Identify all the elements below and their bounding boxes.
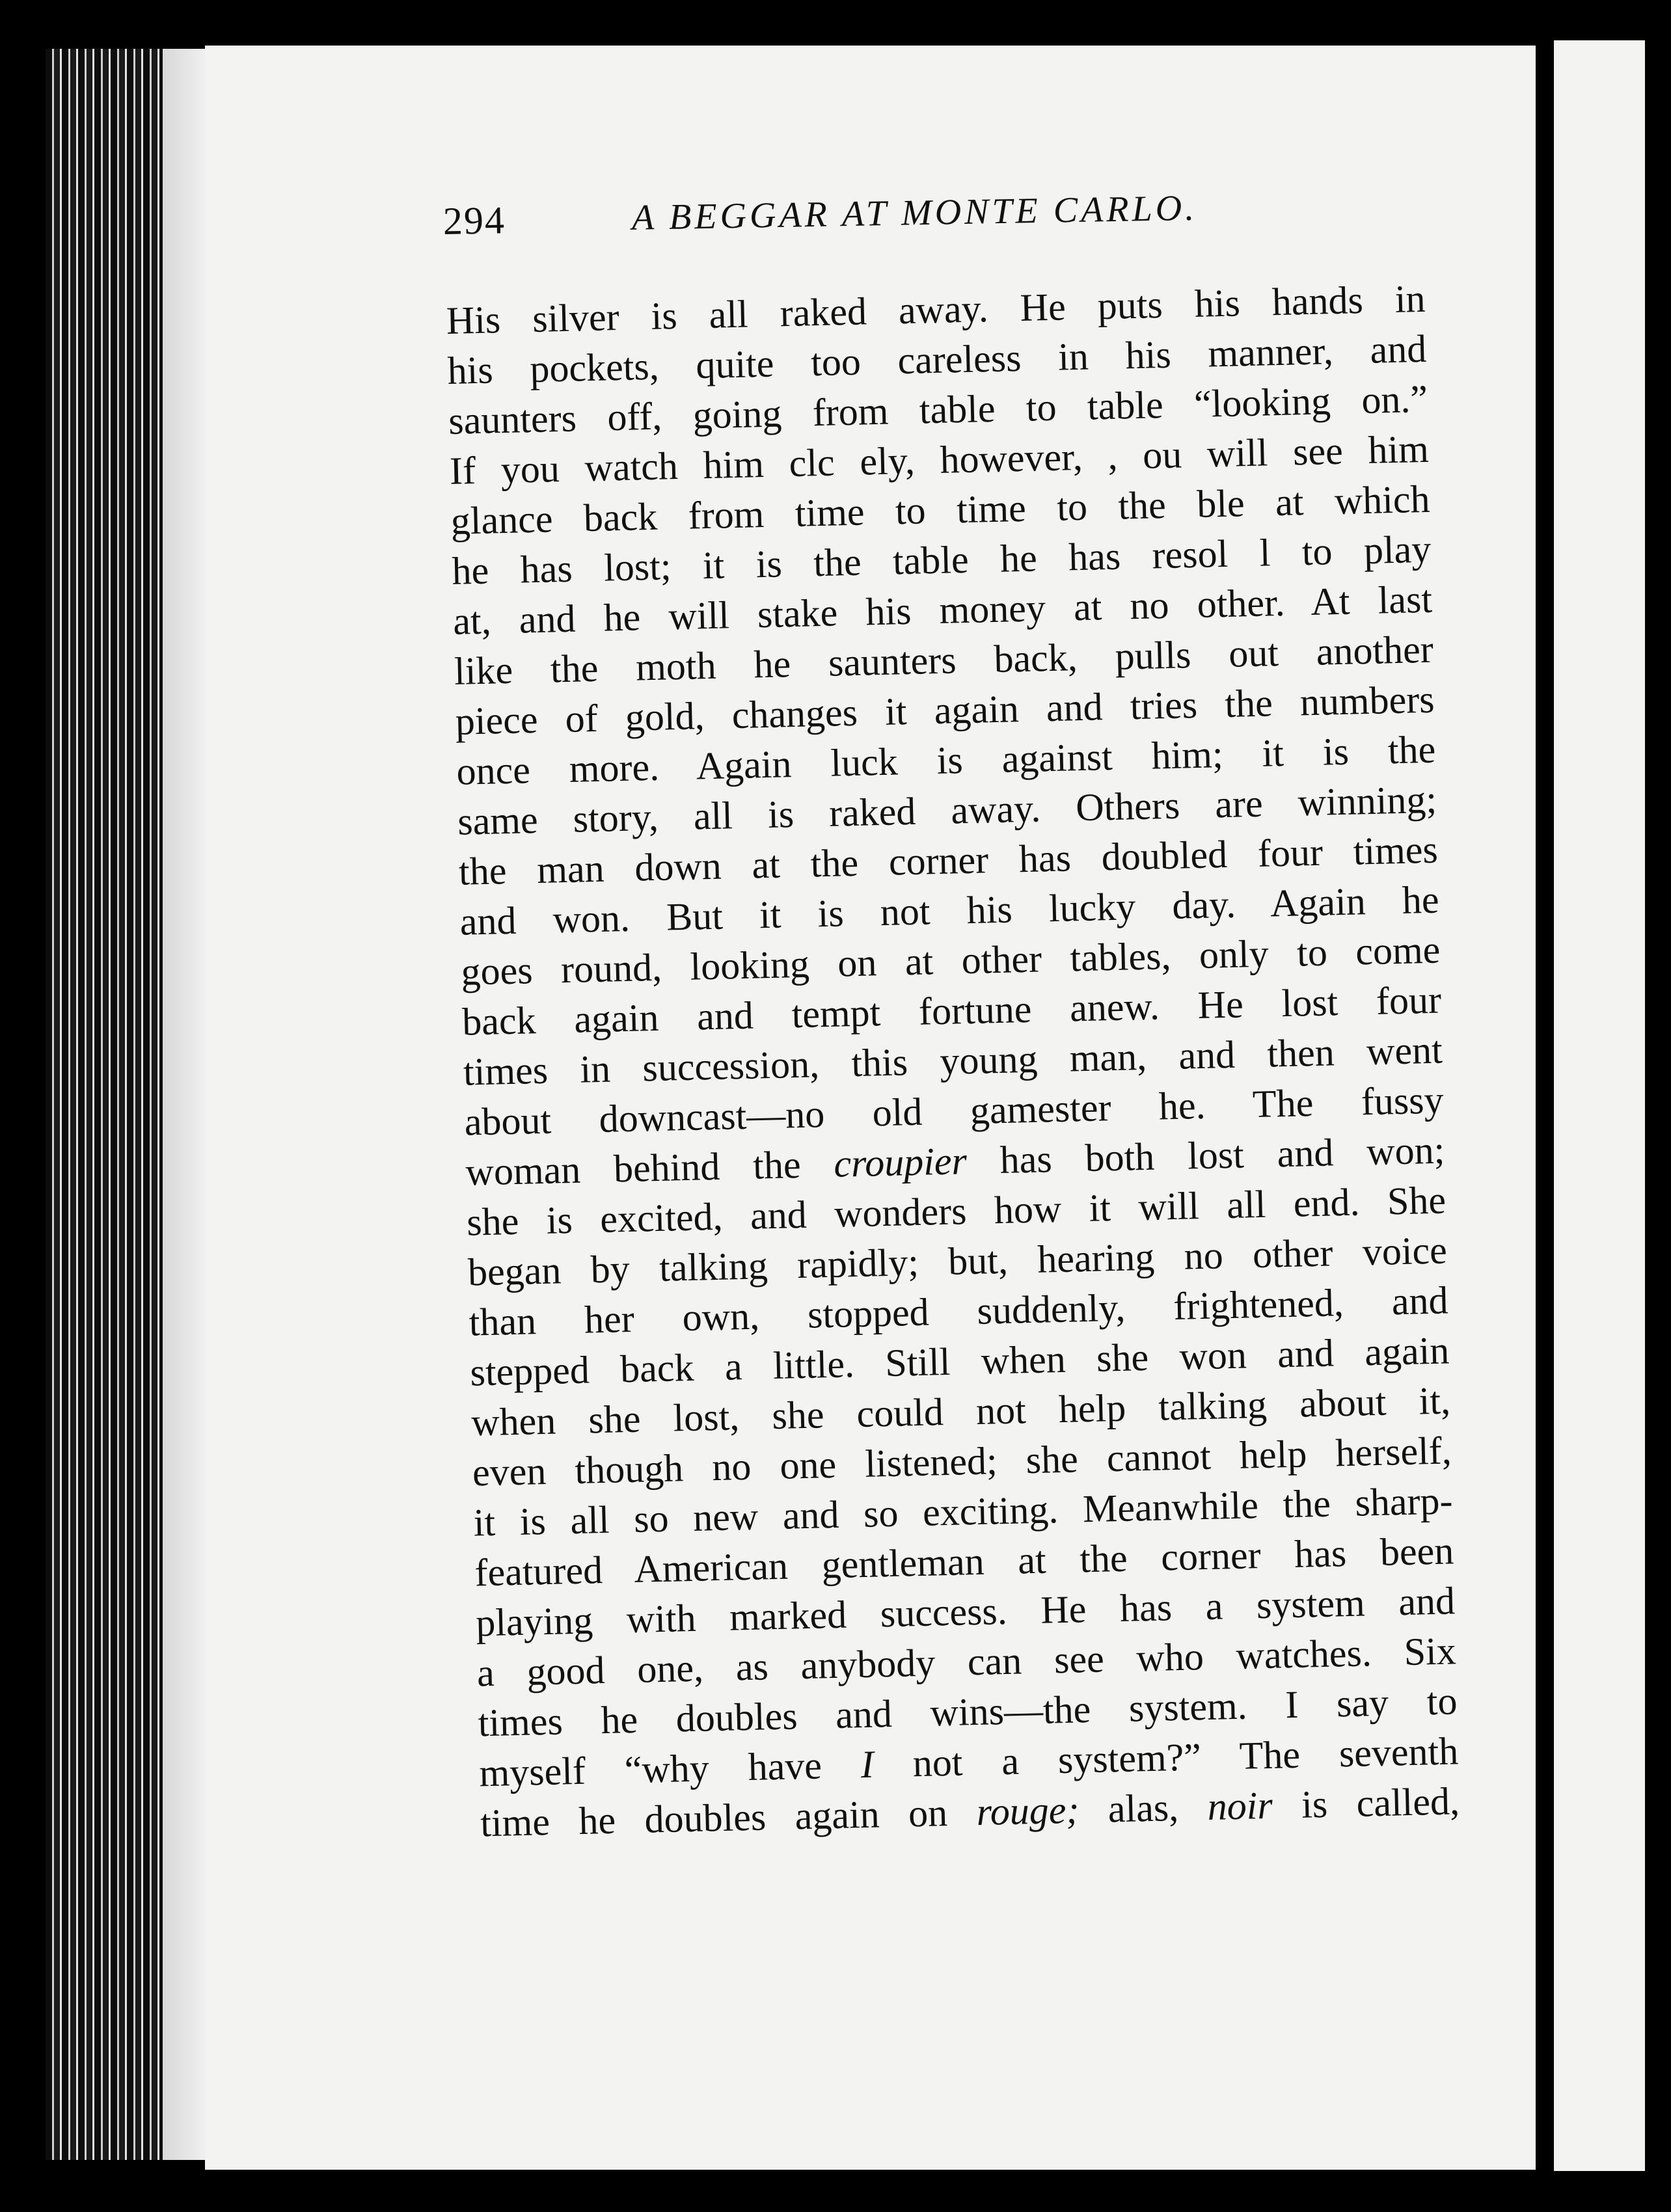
body-text [446, 274, 1460, 1849]
text-run: it is all so new and so exciting. Meanwhile the sharp- [473, 1479, 1454, 1544]
text-run: stepped back a little. Still when she won and again [469, 1329, 1450, 1394]
text-run: piece of gold, changes it again and tries the numbers [455, 677, 1435, 743]
text-run: times he doubles and wins—the system. I say to [478, 1679, 1458, 1745]
page-number: 294 [442, 198, 506, 243]
text-run: times in succession, this young man, and then went [463, 1028, 1443, 1094]
text-run: a good one, as anybody can see who watches. Six [476, 1629, 1457, 1695]
text-run: If you watch him clc ely, however, , ou will see him [449, 427, 1430, 492]
text-run: woman behind the [465, 1142, 835, 1194]
text-run: when she lost, she could not help talking about it, [470, 1379, 1451, 1444]
italic-text: I [860, 1742, 875, 1787]
text-run: began by talking rapidly; but, hearing no other voice [467, 1228, 1448, 1294]
text-run: not a system?” The seventh [873, 1729, 1459, 1786]
facing-page [1554, 40, 1645, 2171]
text-run: featured American gentleman at the corner has been [474, 1529, 1454, 1595]
text-run: at, and he will stake his money at no other. At last [452, 577, 1433, 643]
text-run: back again and tempt fortune anew. He lost four [461, 978, 1442, 1044]
italic-text: noir [1206, 1783, 1273, 1829]
italic-text: croupier [833, 1139, 968, 1185]
text-run: His silver is all raked away. He puts his hands in [446, 276, 1426, 342]
text-run: like the moth he saunters back, pulls out another [454, 627, 1434, 693]
text-run: he has lost; it is the table he has resol l to play [451, 527, 1432, 593]
text-run: she is excited, and wonders how it will all end. She [466, 1178, 1447, 1244]
text-run: is called, [1271, 1779, 1460, 1827]
text-run: saunters off, going from table to table “looking on.” [448, 377, 1428, 442]
text-run: than her own, stopped suddenly, frightened, and [469, 1278, 1449, 1344]
text-run: and won. But it is not his lucky day. Again he [459, 878, 1440, 943]
text-run: even though no one listened; she cannot help herself, [472, 1429, 1452, 1494]
running-title: A BEGGAR AT MONTE CARLO. [631, 187, 1198, 238]
text-run: myself “why have [478, 1743, 862, 1795]
text-run: has both lost and won; [966, 1128, 1445, 1183]
italic-text: rouge; [975, 1788, 1080, 1834]
text-run: glance back from time to time to the ble at which [450, 477, 1431, 543]
text-run: once more. Again luck is against him; it is the [455, 727, 1436, 793]
text-run: time he doubles again on [480, 1790, 977, 1845]
text-run: goes round, looking on at other tables, only to come [460, 928, 1441, 993]
text-run: the man down at the corner has doubled four times [458, 828, 1439, 893]
text-run: alas, [1078, 1785, 1208, 1831]
text-run: same story, all is raked away. Others are winning; [457, 777, 1437, 843]
page-stack-highlight [163, 49, 208, 2160]
text-run: playing with marked success. He has a system and [475, 1579, 1456, 1645]
text-run: about downcast—no old gamester he. The fussy [464, 1078, 1445, 1144]
text-run: his pockets, quite too careless in his manner, and [446, 327, 1427, 392]
